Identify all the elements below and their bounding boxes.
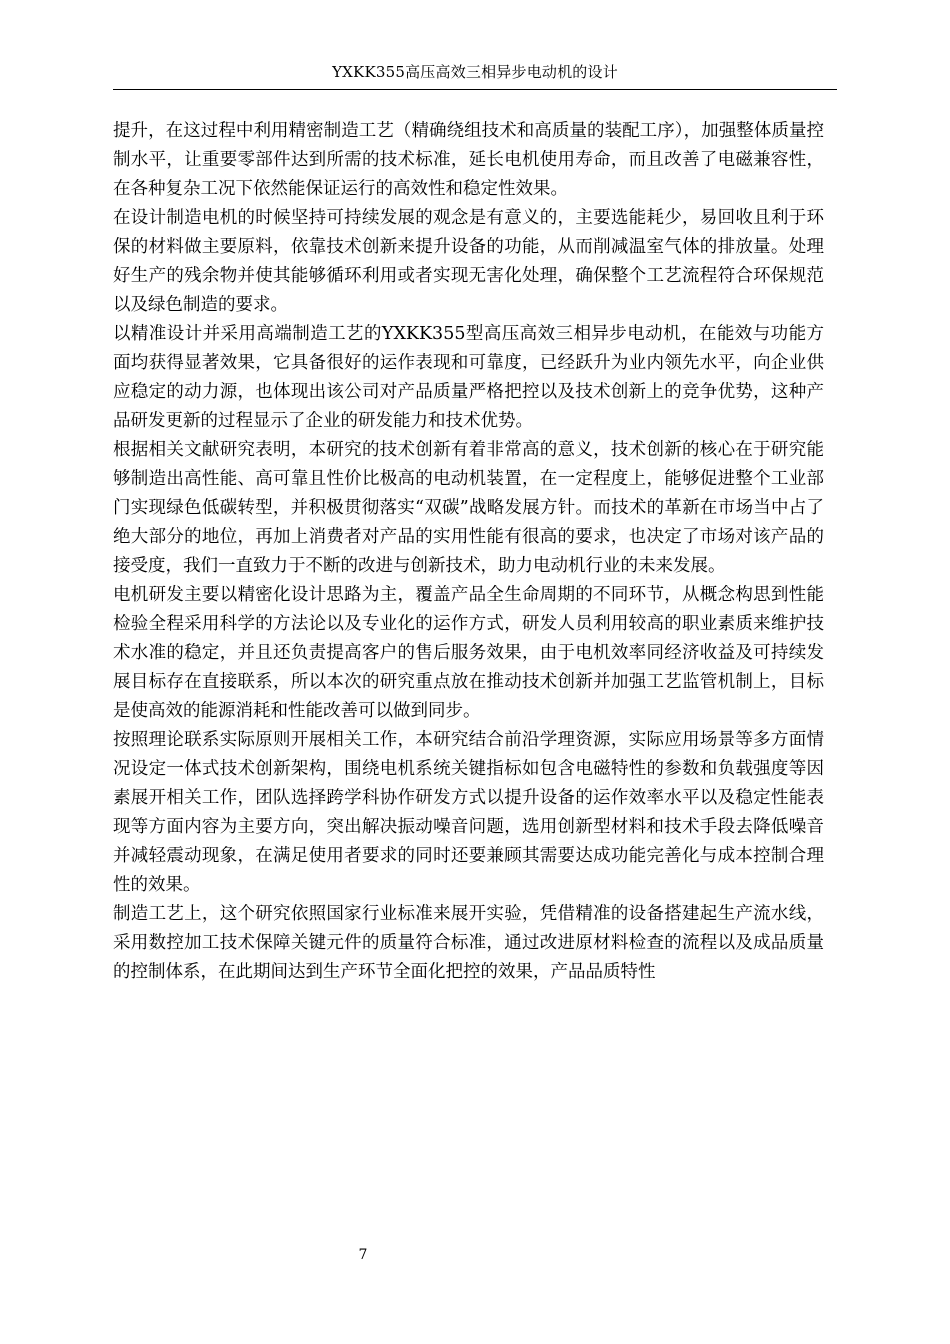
paragraph: 提升，在这过程中利用精密制造工艺（精确绕组技术和高质量的装配工序），加强整体质量控制水平，让重要零部件达到所需的技术标准，延长电机使用寿命，而且改善了电磁兼容性，在各种复杂工况下依然能保证运行的高效性和稳定性效果。 — [113, 121, 824, 199]
paragraph: 在设计制造电机的时候坚持可持续发展的观念是有意义的，主要选能耗少，易回收且利于环保的材料做主要原料，依靠技术创新来提升设备的功能，从而削减温室气体的排放量。处理好生产的残余物并使其能够循环利用或者实现无害化处理，确保整个工艺流程符合环保规范以及绿色制造的要求。 — [113, 208, 824, 315]
body-text — [113, 117, 824, 987]
paragraph: 以精准设计并采用高端制造工艺的YXKK355型高压高效三相异步电动机，在能效与功能方面均获得显著效果，它具备很好的运作表现和可靠度，已经跃升为业内领先水平，向企业供应稳定的动力源，也体现出该公司对产品质量严格把控以及技术创新上的竞争优势，这种产品研发更新的过程显示了企业的研发能力和技术优势。 — [113, 324, 824, 431]
paragraph: 按照理论联系实际原则开展相关工作，本研究结合前沿学理资源，实际应用场景等多方面情况设定一体式技术创新架构，围绕电机系统关键指标如包含电磁特性的参数和负载强度等因素展开相关工作，团队选择跨学科协作研发方式以提升设备的运作效率水平以及稳定性能表现等方面内容为主要方向，突出解决振动噪音问题，选用创新型材料和技术手段去降低噪音并减轻震动现象，在满足使用者要求的同时还要兼顾其需要达成功能完善化与成本控制合理性的效果。 — [113, 730, 824, 895]
page-number: 7 — [358, 1247, 368, 1263]
paragraph: 制造工艺上，这个研究依照国家行业标准来展开实验，凭借精准的设备搭建起生产流水线，采用数控加工技术保障关键元件的质量符合标准，通过改进原材料检查的流程以及成品质量的控制体系，在此期间达到生产环节全面化把控的效果，产品品质特性 — [113, 904, 824, 982]
paragraph: 根据相关文献研究表明，本研究的技术创新有着非常高的意义，技术创新的核心在于研究能够制造出高性能、高可靠且性价比极高的电动机装置，在一定程度上，能够促进整个工业部门实现绿色低碳转型，并积极贯彻落实“双碳”战略发展方针。而技术的革新在市场当中占了绝大部分的地位，再加上消费者对产品的实用性能有很高的要求，也决定了市场对该产品的接受度，我们一直致力于不断的改进与创新技术，助力电动机行业的未来发展。 — [113, 440, 824, 576]
running-header-title: YXKK355高压高效三相异步电动机的设计 — [332, 63, 618, 81]
header-rule — [113, 89, 837, 90]
paragraph: 电机研发主要以精密化设计思路为主，覆盖产品全生命周期的不同环节，从概念构思到性能检验全程采用科学的方法论以及专业化的运作方式，研发人员利用较高的职业素质来维护技术水准的稳定，并且还负责提高客户的售后服务效果，由于电机效率同经济收益及可持续发展目标存在直接联系，所以本次的研究重点放在推动技术创新并加强工艺监管机制上，目标是使高效的能源消耗和性能改善可以做到同步。 — [113, 585, 824, 721]
